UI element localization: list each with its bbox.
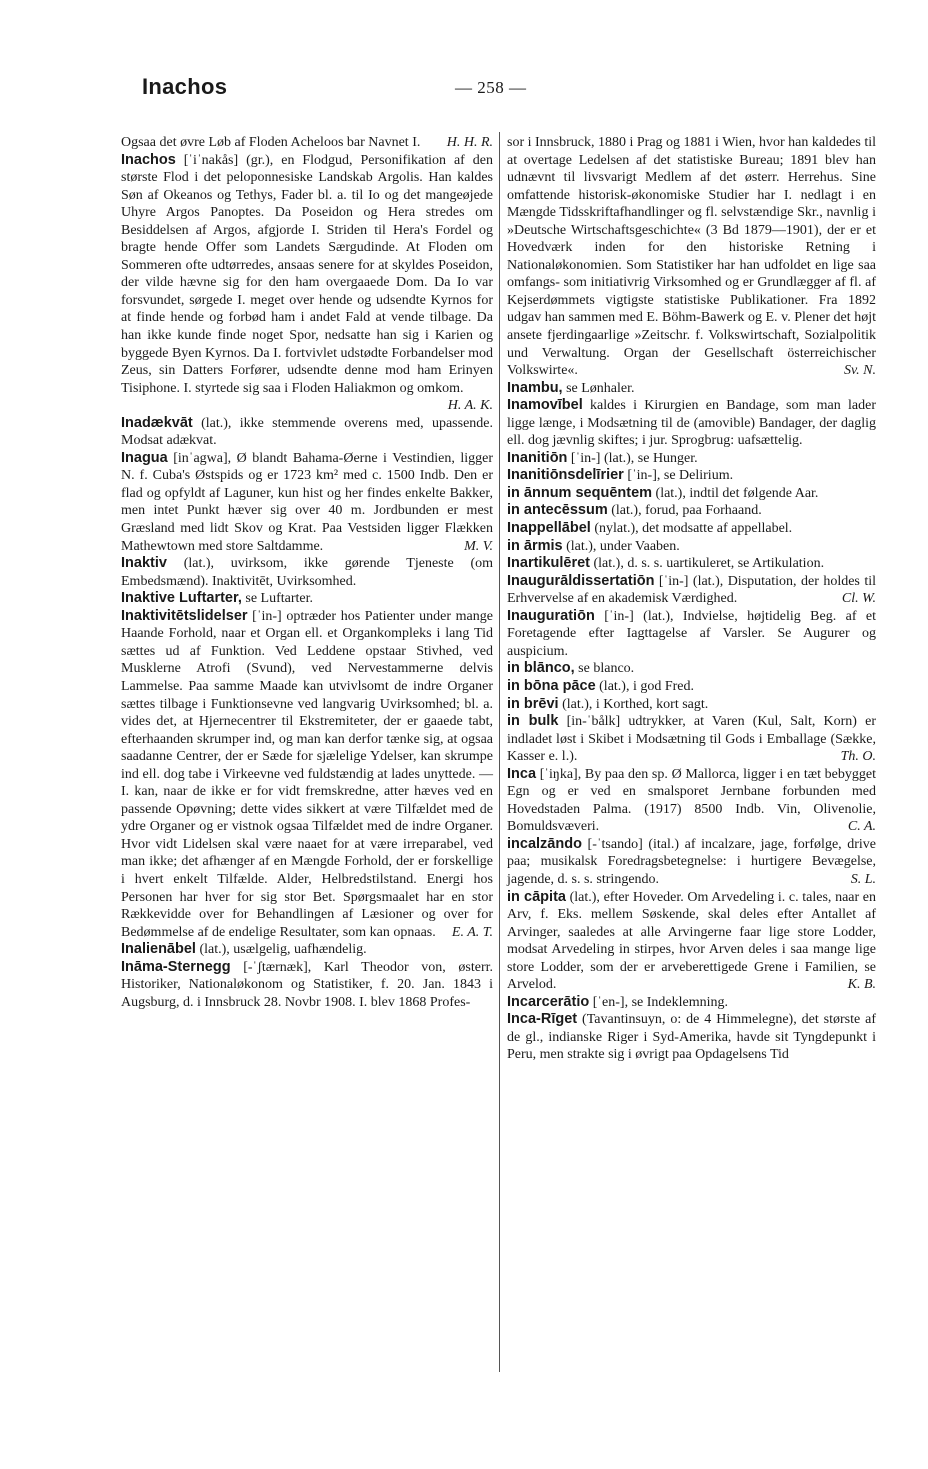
entry-headword: Inagua <box>121 449 168 466</box>
entry-text: [ˈin-] optræder hos Patienter under mange Haande Forhold, naar et Organ ell. et Organkompleks i lang Tid sættes ud af Funktion. Ved Leddene opstaar Stivhed, ved Musklerne Atrofi (Svund), ved Nervestammerne delvis Lammelse. Paa samme Maade kan utvivlsomt de indre Organer sættes tilbage i Funktionsevne ved langvarig Uvirksomhed; bl. a. vides det, at Hjernecentrer til Ekstremiteter, der er gaaede tabt, efterhaanden skrumper ind, og man kan derfor tænke sig, at ogsaa saadanne Centrer, der er Sæde for sjælelige Ydelser, kan skrumpe ind ell. dog tabe i Virkeevne ved fuldstændig at lades unyttede. — I. kan, naar de ikke er for vidt fremskredne, atter hæves ved en passende Opøvning; dette vides sikkert at være Tilfældet med de ydre Organer og er vistnok ogsaa Tilfældet med de indre Organer. Hvor vidt Lidelsen skal være naaet for at være irreparabel, ved man ikke; det afhænger af en Mængde Forhold, der er forskellige i hvert enkelt Tilfælde. Alder, Helbredstilstand. Energi hos Personen har hver for sig stor Bet. Spørgsmaalet har en stor Rækkevidde over for Behandlingen af Læsioner og over for Bedømmelse af de endelige Resultater, som kan opnaas. <box>121 608 493 940</box>
dictionary-entry <box>507 555 876 573</box>
entry-headword: Inambu, <box>507 379 563 396</box>
author-signature: C. A. <box>847 819 876 835</box>
entry-headword: Inaktiv <box>121 555 167 572</box>
entry-headword: Inartikulēret <box>507 555 590 572</box>
entry-text: [-ˈtsando] (ital.) af incalzare, jage, forfølge, drive paa; musikalsk Foredragsbetegnelse: i hurtigere Bevægelse, jagende, d. s. s. stringendo. <box>507 836 877 887</box>
entry-text: kaldes i Kirurgien en Bandage, som man lader ligge længe, i Modsætning til de (amovible) Bandager, der daglig ell. dog jævnlig skiftes; i jur. Sprogbrug: uafsættelig. <box>507 398 877 449</box>
entry-headword: Inamovībel <box>507 397 583 414</box>
dictionary-entry <box>507 538 876 556</box>
author-signature: E. A. T. <box>451 924 493 940</box>
author-signature: H. H. R. <box>446 135 493 150</box>
entry-text: (lat.), i god Fred. <box>599 678 695 694</box>
entry-text: [ˈen-], se Indeklemning. <box>592 994 729 1010</box>
entry-headword: Inanitiōnsdelīrier <box>507 467 624 484</box>
entry-headword: in bulk <box>507 713 559 730</box>
entry-text: [ˈin-], se Delirium. <box>627 468 734 484</box>
dictionary-entry <box>507 502 876 520</box>
dictionary-entry <box>121 608 493 941</box>
dictionary-entry <box>507 397 876 450</box>
dictionary-entry <box>507 713 876 766</box>
entry-text: (nylat.), det modsatte af appellabel. <box>594 521 793 537</box>
dictionary-entry <box>507 485 876 503</box>
entry-text: (lat.), d. s. s. uartikuleret, se Artikulation. <box>593 556 825 572</box>
running-head-title: Inachos <box>142 74 228 99</box>
entry-headword: in bōna pāce <box>507 677 596 694</box>
dictionary-entry <box>507 520 876 538</box>
entry-text: [ˈin-] (lat.), Disputation, der holdes til Erhvervelse af en akademisk Værdighed. <box>507 573 876 607</box>
entry-headword: Ināma-Sternegg <box>121 958 231 975</box>
dictionary-entry <box>121 415 493 450</box>
entry-text: (lat.), i Korthed, kort sagt. <box>562 696 709 712</box>
entry-headword: in ārmis <box>507 537 563 554</box>
entry-headword: Inca <box>507 765 537 782</box>
entry-headword: in blānco, <box>507 660 575 677</box>
entry-headword: in ānnum sequēntem <box>507 484 653 501</box>
entry-text: (lat.), under Vaaben. <box>566 538 680 554</box>
entry-text: se blanco. <box>578 661 635 677</box>
entry-headword: Inalienābel <box>121 941 196 958</box>
dictionary-entry <box>507 450 876 468</box>
entry-text: [inˈagwa], Ø blandt Bahama-Øerne i Vestindien, ligger N. f. Cuba's Østspids og er 1723 km² med c. 1500 Indb. Den er flad og opfyldt af Laguner, kun hist og her findes enkelte Bakker, men intet Punkt hæver sig over 40 m. Jordbunden er mest Græsland med lidt Skov og Krat. Paa Vestsiden ligger Flækken Mathewtown med store Saltdamme. <box>121 450 493 554</box>
entry-text: (lat.), efter Hoveder. Om Arvedeling i. c. tales, naar en Arv, f. Eks. mellem Søskende, skal deles efter Antallet af Arvinger, saaledes at alle Arvingerne faar lige store Lodder, modsat Arvedeling in stirpes, hvor Arven deles i saa mange lige store Lodder, som der er arveberettigede Grene i Familien, se Arvelod. <box>507 889 877 993</box>
entry-text: (lat.), forud, paa Forhaand. <box>611 503 762 519</box>
entry-headword: Inaktive Luftarter, <box>121 590 242 607</box>
entry-text: sor i Innsbruck, 1880 i Prag og 1881 i Wien, hvor han kaldedes til at overtage Ledelsen af det statistiske Bureau; 1891 blev han udnævnt til livsvarigt Medlem af det østerr. Herrehus. Sine omfattende historisk-økonomiske Studier har I. nedlagt i en Mængde Tidsskriftafhandlinger og fl. selvstændige Skr., navnlig i »Deutsche Wirtschaftsgeschichte« (3 Bd 1879—1901), der er et Hovedværk inden for den historiske Retning i Nationaløkonomien. Som Statistiker har han udfoldet en lige saa omfangs- som initiativrig Virksomhed og er Grundlægger af fl. af Kejserdømmets vigtigste statistiske Publikationer. Fra 1892 udgav han sammen med E. Böhm-Bawerk og E. v. Plener det højt ansete fjerdingaarlige »Zeitschr. f. Volkswirtschaft, Sozialpolitik und Verwaltung. Organ der Gesellschaft österreichischer Volkswirte«. <box>507 135 876 379</box>
entry-headword: Inauguratiōn <box>507 607 595 624</box>
author-signature: K. B. <box>847 977 876 993</box>
right-column <box>507 134 876 1064</box>
dictionary-entry <box>507 467 876 485</box>
dictionary-entry <box>121 590 493 608</box>
dictionary-entry <box>121 152 493 415</box>
dictionary-entry <box>507 608 876 661</box>
author-signature: Th. O. <box>840 749 876 765</box>
dictionary-entry <box>121 450 493 555</box>
entry-headword: Inanitiōn <box>507 449 568 466</box>
entry-headword: Inachos <box>121 151 176 168</box>
dictionary-entry <box>121 555 493 590</box>
left-column <box>121 134 493 1011</box>
dictionary-entry <box>507 696 876 714</box>
entry-text: [in-ˈbålk] udtrykker, at Varen (Kul, Salt, Korn) er indladet løst i Skibet i Modsætning til Gods i Emballage (Sække, Kasser e. l.). <box>507 714 876 765</box>
page-number: — 258 — <box>455 78 527 97</box>
dictionary-entry <box>507 766 876 836</box>
entry-text: [-ˈʃtærnæk], Karl Theodor von, østerr. Historiker, Nationaløkonom og Statistiker, f. 20. Jan. 1843 i Augsburg, d. i Innsbruck 28. Novbr 1908. I. blev 1868 Profes- <box>121 959 493 1010</box>
entry-headword: Incarcerātio <box>507 993 590 1010</box>
dictionary-entry <box>507 573 876 608</box>
author-signature: M. V. <box>464 538 493 554</box>
continued-text <box>507 134 876 380</box>
author-signature: S. L. <box>850 871 876 887</box>
entry-text: se Lønhaler. <box>566 380 635 396</box>
entry-headword: Inappellābel <box>507 520 591 537</box>
entry-text: se Luftarter. <box>245 591 314 607</box>
author-signature: Cl. W. <box>841 591 876 607</box>
dictionary-entry <box>121 959 493 1012</box>
dictionary-entry <box>507 836 876 889</box>
entry-text: (lat.), ikke stemmende overens med, upassende. Modsat adækvat. <box>121 415 494 449</box>
entry-headword: in cāpita <box>507 888 566 905</box>
entry-headword: Inadækvāt <box>121 414 193 431</box>
entry-text: [ˈiŋka], By paa den sp. Ø Mallorca, ligger i en tæt bebygget Egn og er ved en smalsporet Jernbane forbunden med Hovedstaden Palma. (1917) 8500 Indb. Vin, Olivenolie, Bomuldsvæveri. <box>507 766 876 835</box>
author-signature: Sv. N. <box>843 363 876 379</box>
entry-text: (lat.), usælgelig, uafhændelig. <box>199 942 367 958</box>
dictionary-entry <box>507 1011 876 1064</box>
entry-headword: incalzāndo <box>507 835 582 852</box>
dictionary-entry <box>507 380 876 398</box>
column-rule <box>499 132 500 1372</box>
author-signature: H. A. K. <box>447 398 493 414</box>
entry-headword: Inca-Rīget <box>507 1011 578 1028</box>
entry-text: [ˈin-] (lat.), se Hunger. <box>570 450 698 466</box>
dictionary-entry <box>121 941 493 959</box>
entry-headword: Inaktivitētslidelser <box>121 607 248 624</box>
continued-text <box>121 134 493 152</box>
entry-text: [ˈiˈnakås] (gr.), en Flodgud, Personifikation af den største Flod i det peloponnesiske Landskab Argolis. Han kaldes Søn af Okeanos og Tethys, Fader bl. a. til Io og det mangeøjede Uhyre Argos Panoptes. Da Poseidon og Hera stredes om Besiddelsen af Argos, afgjorde I. Striden til Hera's Fordel og bragte hende Offer som Landets Særgudinde. At Floden om Sommeren ofte udtørredes, ansaas senere for at skyldes Poseidon, der vilde hævne sig for den ham overgaaede Dom. Da Io var forsvundet, sørgede I. meget over hende og udsendte Kyrnos for at finde hende og forbød ham i andet Fald at vende tilbage. Da han ikke kunde finde noget Spor, nedsatte han sig i Karien og byggede Byen Kyrnos. Da I. fortvivlet udstødte Forbandelser mod Zeus, sin Datters Forfører, udsendte denne mod ham Erinyen Tisiphone. I. styrtede sig saa i Floden Haliakmon og omkom. <box>121 152 493 396</box>
entry-text: [ˈin-] (lat.), Indvielse, højtidelig Beg. af et Foretagende efter Iagttagelse af Varsler. Se Augurer og auspicium. <box>507 608 876 659</box>
entry-headword: in brēvi <box>507 695 559 712</box>
entry-text: (Tavantinsuyn, o: de 4 Himmelegne), det største af de gl., indianske Riger i Syd-Amerika, havde sit Tyngdepunkt i Peru, men strakte sig i øvrigt paa Opdagelsens Tid <box>507 1012 877 1063</box>
entry-headword: Inaugurāldissertatiōn <box>507 572 655 589</box>
entry-text: Ogsaa det øvre Løb af Floden Acheloos bar Navnet I. <box>121 135 421 150</box>
entry-text: (lat.), indtil det følgende Aar. <box>655 485 819 501</box>
dictionary-entry <box>507 660 876 678</box>
dictionary-entry <box>507 994 876 1012</box>
dictionary-entry <box>507 678 876 696</box>
entry-text: (lat.), uvirksom, ikke gørende Tjeneste (om Embedsmænd). Inaktivitēt, Uvirksomhed. <box>121 556 494 589</box>
entry-headword: in antecēssum <box>507 502 608 519</box>
dictionary-entry <box>507 889 876 994</box>
